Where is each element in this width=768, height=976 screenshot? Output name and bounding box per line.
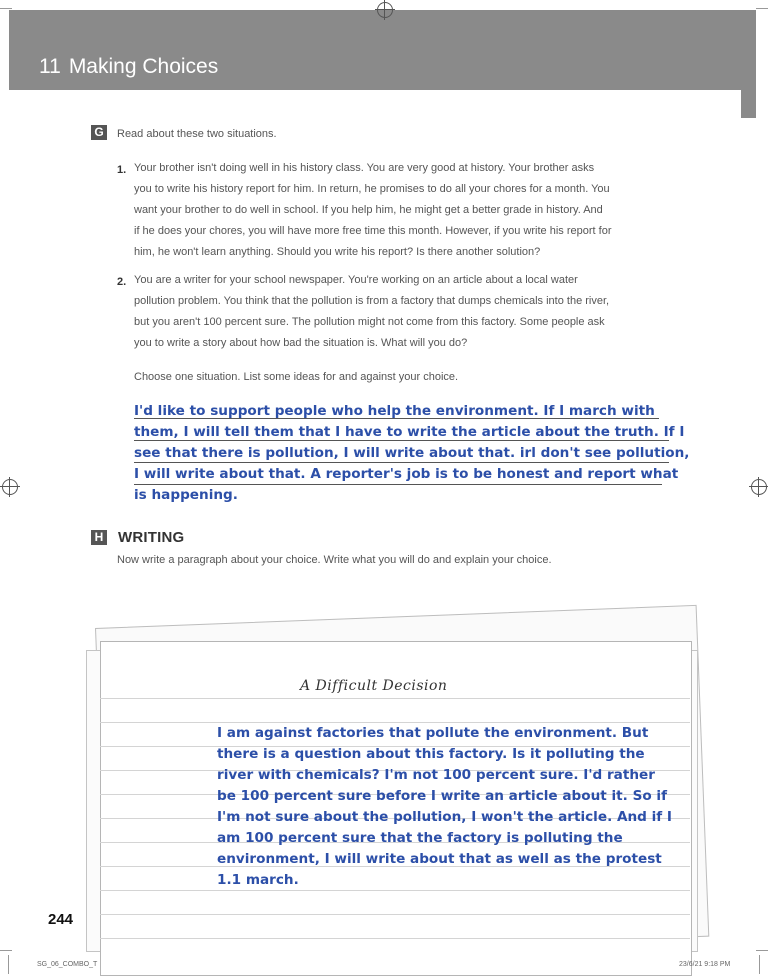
crop-mark <box>756 8 768 9</box>
essay-line: be 100 percent sure before I write an article about it. So if <box>217 788 668 804</box>
essay-body <box>217 723 687 891</box>
section-h-instruction: Now write a paragraph about your choice. Write what you will do and explain your choice. <box>117 554 552 566</box>
registration-mark-icon <box>377 2 393 18</box>
header-edge <box>741 10 756 118</box>
section-g-badge: G <box>91 125 107 140</box>
text-line: Your brother isn't doing well in his history class. You are very good at history. Your brother asks <box>134 162 595 174</box>
paper-rule <box>100 914 690 915</box>
essay-line: environment, I will write about that as well as the protest <box>217 851 662 867</box>
section-h-title: WRITING <box>118 529 185 546</box>
answer-line: is happening. <box>134 487 238 503</box>
text-line: pollution problem. You think that the pollution is from a factory that dumps chemicals into the river, <box>134 295 610 307</box>
answer-line: see that there is pollution, I will write about that. irl don't see pollution, <box>134 445 690 461</box>
page-number: 244 <box>48 911 74 928</box>
item-1-text <box>134 158 674 263</box>
registration-mark-icon <box>2 479 18 495</box>
chapter-header-band <box>9 10 743 90</box>
file-label: SG_06_COMBO_T <box>37 961 98 968</box>
section-h-badge: H <box>91 530 107 545</box>
chapter-title <box>39 55 218 79</box>
paper-rule <box>100 698 690 699</box>
text-line: You are a writer for your school newspaper. You're working on an article about a local water <box>134 274 578 286</box>
chapter-number: 11 <box>39 55 61 78</box>
essay-line: am 100 percent sure that the factory is polluting the <box>217 830 623 846</box>
text-line: but you aren't 100 percent sure. The pollution might not come from this factory. Some people ask <box>134 316 605 328</box>
text-line: you to write his history report for him. In return, he promises to do all your chores for a month. You <box>134 183 610 195</box>
essay-line: river with chemicals? I'm not 100 percent sure. I'd rather <box>217 767 655 783</box>
paper-rule <box>100 938 690 939</box>
essay-title: A Difficult Decision <box>300 678 448 694</box>
text-line: if he does your chores, you will have more free time this month. However, if you write his report for <box>134 225 612 237</box>
crop-mark <box>756 950 768 951</box>
answer-line: them, I will tell them that I have to write the article about the truth. If I <box>134 424 685 440</box>
print-timestamp: 23/6/21 9:18 PM <box>679 961 731 968</box>
registration-mark-icon <box>751 479 767 495</box>
section-g-answer <box>134 401 694 506</box>
crop-mark <box>8 955 9 974</box>
text-line: you to write a story about how bad the situation is. What will you do? <box>134 337 468 349</box>
crop-mark <box>0 950 12 951</box>
section-g-task: Choose one situation. List some ideas for and against your choice. <box>134 371 459 383</box>
answer-line: I'd like to support people who help the environment. If I march with <box>134 403 655 419</box>
essay-line: I'm not sure about the pollution, I won't the article. And if I <box>217 809 672 825</box>
crop-mark <box>759 955 760 974</box>
item-1-number: 1. <box>117 164 127 176</box>
essay-line: 1.1 march. <box>217 872 299 888</box>
text-line: him, he won't learn anything. Should you write his report? Is there another solution? <box>134 246 541 258</box>
text-line: want your brother to do well in school. If you help him, he might get a better grade in history. And <box>134 204 603 216</box>
chapter-title-text: Making Choices <box>68 55 219 78</box>
essay-line: I am against factories that pollute the environment. But <box>217 725 649 741</box>
section-g-instruction: Read about these two situations. <box>117 128 277 140</box>
answer-line: I will write about that. A reporter's job is to be honest and report what <box>134 466 679 482</box>
essay-line: there is a question about this factory. Is it polluting the <box>217 746 645 762</box>
item-2-text <box>134 270 674 354</box>
crop-mark <box>0 8 12 9</box>
item-2-number: 2. <box>117 276 127 288</box>
